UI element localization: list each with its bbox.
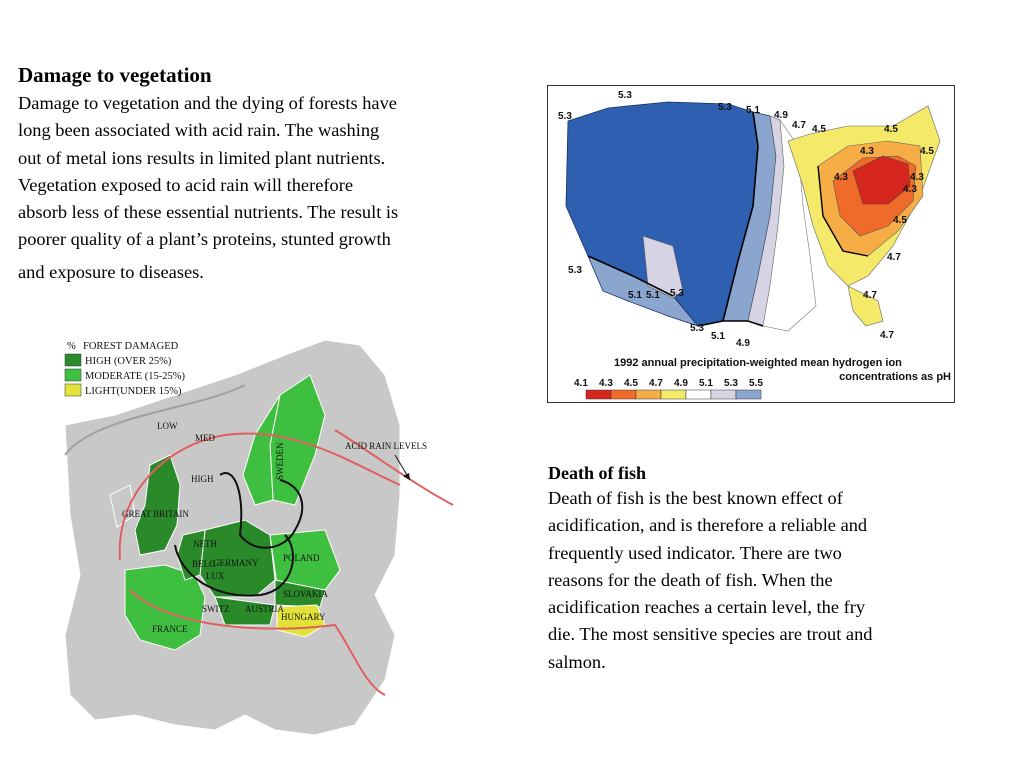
us-contour-label: 4.3: [834, 172, 848, 183]
us-contour-label: 4.7: [792, 120, 806, 131]
fish-line: salmon.: [548, 651, 606, 672]
fish-section: [548, 461, 968, 676]
us-contour-label: 5.3: [558, 111, 572, 122]
us-contour-label: 4.7: [863, 290, 877, 301]
fish-line: acidification reaches a certain level, the fry: [548, 597, 866, 618]
scale-label: 4.3: [599, 378, 613, 389]
scale-label: 5.5: [749, 378, 763, 389]
scale-swatch: [636, 390, 661, 399]
level-low-label: LOW: [157, 421, 178, 431]
country-label-sweden: SWEDEN: [275, 442, 285, 480]
scale-swatch: [611, 390, 636, 399]
scale-label: 4.7: [649, 378, 663, 389]
us-contour-label: 4.3: [860, 146, 874, 157]
legend-percent: %: [67, 341, 76, 352]
scale-label: 4.9: [674, 378, 688, 389]
us-contour-label: 4.5: [884, 124, 898, 135]
fish-line: Death of fish is the best known effect of: [548, 488, 843, 508]
scale-label: 5.1: [699, 378, 713, 389]
fish-line: die. The most sensitive species are trout and: [548, 624, 873, 645]
fish-line: frequently used indicator. There are two: [548, 542, 842, 563]
scale-label: 4.5: [624, 378, 638, 389]
us-ph-map: [547, 85, 955, 403]
country-label-hungary: HUNGARY: [281, 612, 326, 622]
us-contour-label: 5.1: [646, 290, 660, 301]
vegetation-line: absorb less of these essential nutrients. The result is: [18, 202, 399, 223]
us-contour-label: 4.3: [903, 184, 917, 195]
vegetation-line: and exposure to diseases.: [18, 261, 204, 282]
vegetation-paragraph: [18, 90, 508, 286]
us-contour-label: 4.5: [920, 146, 934, 157]
us-contour-label: 5.1: [746, 105, 760, 116]
country-label-neth: NETH: [193, 539, 217, 549]
legend-label: LIGHT(UNDER 15%): [85, 386, 182, 397]
us-contour-label: 4.5: [893, 215, 907, 226]
scale-swatch: [586, 390, 611, 399]
level-med-label: MED: [195, 433, 215, 443]
us-map-caption-2: concentrations as pH: [839, 371, 951, 383]
europe-forest-map: [55, 335, 460, 740]
level-high-label: HIGH: [191, 474, 214, 484]
us-contour-label: 5.3: [568, 265, 582, 276]
legend-title: FOREST DAMAGED: [83, 341, 179, 352]
us-contour-label: 5.3: [618, 90, 632, 101]
country-label-poland: POLAND: [283, 553, 320, 563]
scale-swatch: [686, 390, 711, 399]
us-contour-label: 4.5: [812, 124, 826, 135]
us-contour-label: 5.1: [711, 331, 725, 342]
us-contour-label: 4.9: [736, 338, 750, 349]
legend-swatch-moderate: [65, 369, 81, 381]
scale-swatch: [711, 390, 736, 399]
vegetation-line: Damage to vegetation and the dying of forests have: [18, 93, 397, 113]
legend-swatch-high: [65, 354, 81, 366]
country-label-slovakia: SLOVAKIA: [283, 589, 328, 599]
scale-swatch: [661, 390, 686, 399]
fish-paragraph: [548, 485, 968, 676]
us-contour-label: 5.3: [670, 288, 684, 299]
legend-label: HIGH (OVER 25%): [85, 356, 172, 367]
legend-swatch-light: [65, 384, 81, 396]
country-label-switz: SWITZ: [202, 604, 230, 614]
vegetation-section: [18, 60, 508, 286]
us-map-caption: 1992 annual precipitation-weighted mean hydrogen ion: [614, 357, 902, 369]
us-contour-label: 4.9: [774, 110, 788, 121]
us-contour-label: 4.3: [910, 172, 924, 183]
vegetation-line: poorer quality of a plant’s proteins, stunted growth: [18, 229, 391, 250]
scale-swatch: [736, 390, 761, 399]
acid-rain-levels-label: ACID RAIN LEVELS: [345, 441, 427, 451]
us-contour-label: 5.3: [718, 102, 732, 113]
vegetation-line: Vegetation exposed to acid rain will therefore: [18, 174, 353, 195]
country-label-france: FRANCE: [152, 624, 188, 634]
us-contour-label: 4.7: [880, 330, 894, 341]
country-label-germany: GERMANY: [213, 558, 259, 568]
fish-line: reasons for the death of fish. When the: [548, 569, 833, 590]
fish-line: acidification, and is therefore a reliable and: [548, 515, 868, 536]
vegetation-heading: Damage to vegetation: [18, 63, 212, 87]
country-label-belg: BELG: [192, 559, 216, 569]
vegetation-line: long been associated with acid rain. The washing: [18, 120, 380, 141]
country-label-great-britain: GREAT BRITAIN: [122, 509, 189, 519]
legend-label: MODERATE (15-25%): [85, 371, 186, 382]
us-contour-label: 4.7: [887, 252, 901, 263]
country-label-austria: AUSTRIA: [245, 604, 285, 614]
us-contour-label: 5.3: [690, 323, 704, 334]
us-contour-label: 5.1: [628, 290, 642, 301]
vegetation-line: out of metal ions results in limited plant nutrients.: [18, 147, 386, 168]
scale-label: 4.1: [574, 378, 588, 389]
scale-label: 5.3: [724, 378, 738, 389]
fish-heading: Death of fish: [548, 463, 646, 483]
country-label-lux: LUX: [206, 571, 225, 581]
